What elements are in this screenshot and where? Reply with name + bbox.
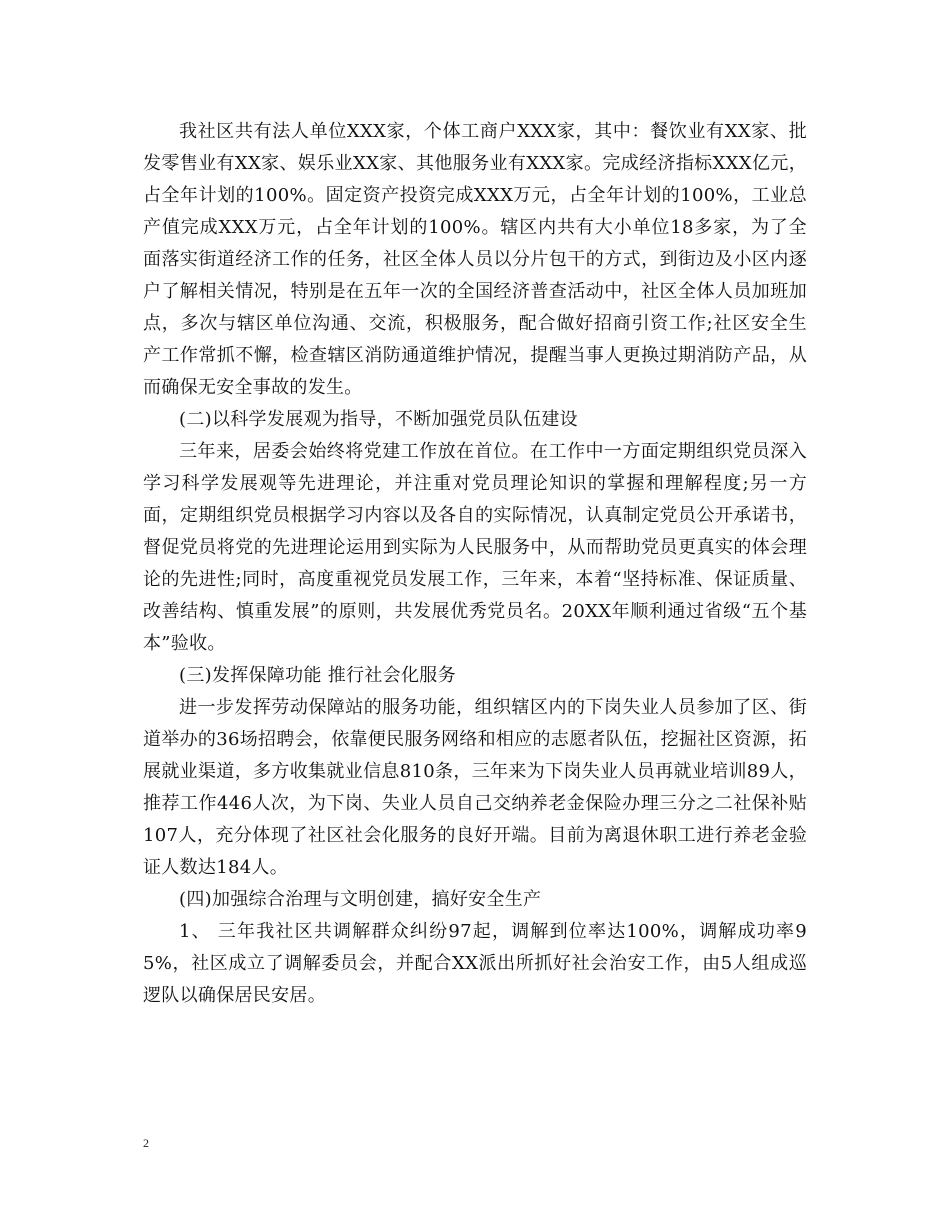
section-heading-safety-governance: (四)加强综合治理与文明创建，搞好安全生产 [179, 889, 542, 910]
page-number: 2 [143, 1136, 149, 1150]
paragraph-party-building: 三年来，居委会始终将党建工作放在首位。在工作中一方面定期组织党员深入学习科学发展观等先进理论，并注重对党员理论知识的掌握和理解程度;另一方面，定期组织党员根据学习内容以及各自的实际情况，认真制定党员公开承诺书，督促党员将党的先进理论运用到实际为人民服务中，从而帮助党员更真实的体会理论的先进性;同时，高度重视党员发展工作，三年来，本着“坚持标准、保证质量、改善结构、慎重发展”的原则，共发展优秀党员名。20XX年顺利通过省级“五个基本”验收。 [143, 441, 807, 654]
paragraph-economic-work: 我社区共有法人单位XXX家，个体工商户XXX家，其中：餐饮业有XX家、批发零售业有XX家、娱乐业XX家、其他服务业有XXX家。完成经济指标XXX亿元，占全年计划的100%。固定资产投资完成XXX万元，占全年计划的100%，工业总产值完成XXX万元，占全年计划的100%。辖区内共有大小单位18多家，为了全面落实街道经济工作的任务，社区全体人员以分片包干的方式，到街边及小区内逐户了解相关情况，特别是在五年一次的全国经济普查活动中，社区全体人员加班加点，多次与辖区单位沟通、交流，积极服务，配合做好招商引资工作;社区安全生产工作常抓不懈，检查辖区消防通道维护情况，提醒当事人更换过期消防产品，从而确保无安全事故的发生。 [143, 121, 807, 398]
section-heading-social-services: (三)发挥保障功能 推行社会化服务 [179, 665, 456, 686]
paragraph-social-services: 进一步发挥劳动保障站的服务功能，组织辖区内的下岗失业人员参加了区、街道举办的36场招聘会，依靠便民服务网络和相应的志愿者队伍，挖掘社区资源，拓展就业渠道，多方收集就业信息810条，三年来为下岗失业人员再就业培训89人，推荐工作446人次，为下岗、失业人员自己交纳养老金保险办理三分之二社保补贴107人，充分体现了社区社会化服务的良好开端。目前为离退休职工进行养老金验证人数达184人。 [143, 697, 808, 878]
document-body [143, 116, 807, 1012]
section-heading-party-building: (二)以科学发展观为指导，不断加强党员队伍建设 [179, 409, 578, 430]
paragraph-dispute-mediation: 1、 三年我社区共调解群众纠纷97起，调解到位率达100%，调解成功率95%，社区成立了调解委员会，并配合XX派出所抓好社会治安工作，由5人组成巡逻队以确保居民安居。 [143, 921, 807, 1006]
